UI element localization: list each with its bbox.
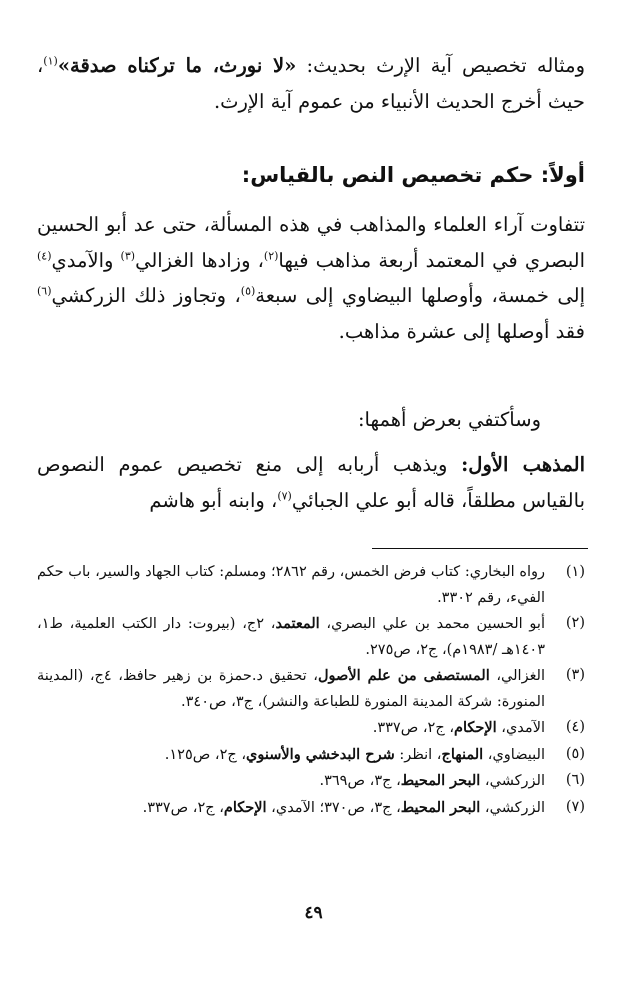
footnote-text: ، ج٣، ص٣٧٠؛ الآمدي، [266, 799, 401, 816]
main-paragraph [37, 207, 585, 349]
footnote-book-title: البحر المحيط [400, 772, 481, 789]
footnote-number: (٤) [565, 719, 585, 735]
footnote-text: الآمدي، [496, 720, 545, 736]
footnotes-list [37, 560, 585, 821]
footnote-item [37, 663, 585, 715]
footnote-text: الغزالي، [489, 668, 546, 684]
footnote-text: ، انظر: [394, 746, 442, 763]
footnote-text: البيضاوي، [483, 746, 545, 763]
footnote-text: أبو الحسين محمد بن علي البصري، [319, 616, 545, 632]
intro-text-end: ، حيث أخرج الحديث الأنبياء من عموم آية الإرث. [37, 54, 585, 113]
footnote-ref-5[interactable]: (٥) [240, 284, 256, 298]
footnote-ref-2[interactable]: (٢) [263, 249, 279, 262]
footnote-number: (٣) [565, 667, 585, 683]
footnote-book-title: المنهاج [441, 745, 484, 763]
footnote-text: رواه البخاري: كتاب فرض الخمس، رقم ٢٨٦٢؛ ومسلم: كتاب الجهاد والسير، باب حكم الفيء، رقم ٣٣٠٢. [37, 564, 545, 606]
footnote-book-title: الإحكام [223, 798, 267, 816]
subheading-line: وسأكتفي بعرض أهمها: [357, 408, 541, 431]
footnote-item [37, 742, 585, 769]
footnote-book-title: المستصفى من علم الأصول [318, 667, 490, 684]
intro-text: ومثاله تخصيص آية الإرث بحديث: [296, 54, 585, 77]
main-text: ، وتجاوز ذلك الزركشي [51, 284, 241, 307]
intro-paragraph [37, 48, 585, 119]
footnote-number: (١) [565, 564, 585, 580]
footnote-item [37, 768, 585, 795]
footnote-text: ، ج٢، ص٣٣٧. [142, 799, 224, 816]
section-heading: أولاً: حكم تخصيص النص بالقياس: [241, 163, 585, 187]
footnote-book-title: الإحكام [454, 719, 497, 736]
footnote-book-title: شرح البدخشي والأسنوي [246, 745, 395, 763]
footnote-text: ، تحقيق د.حمزة بن زهير حافظ، ٤ج، (المدينة المنورة: شركة المدينة المنورة للطباعة والنشر)، ج٣، ص٣٤٠. [37, 668, 545, 710]
footnote-ref-6[interactable]: (٦) [37, 284, 52, 298]
first-school-paragraph [37, 447, 585, 518]
footnote-text: الزركشي، [480, 773, 545, 789]
main-text: إلى خمسة، وأوصلها البيضاوي إلى سبعة [255, 284, 585, 307]
school-text-end: ، وابنه أبو هاشم [149, 488, 278, 512]
school-text: ويذهب أربابه إلى منع تخصيص عموم النصوص بالقياس مطلقاً، قاله أبو علي الجبائي [37, 453, 585, 512]
footnote-book-title: البحر المحيط [400, 798, 481, 816]
footnote-number: (٢) [565, 615, 585, 631]
footnote-ref-1[interactable]: (١) [43, 54, 58, 68]
footnote-item [37, 715, 585, 742]
footnote-divider [372, 548, 588, 549]
footnote-text: ، ٢ج، (بيروت: دار الكتب العلمية، ط١، ١٤٠٣هـ /١٩٨٣م)، ج٢، ص٢٧٥. [37, 616, 545, 658]
footnote-number: (٦) [565, 772, 585, 788]
footnote-text: الزركشي، [480, 799, 545, 816]
footnote-item [37, 560, 585, 611]
first-school-label: المذهب الأول: [461, 453, 585, 476]
footnote-ref-3[interactable]: (٣) [120, 249, 136, 262]
footnote-item [37, 611, 585, 663]
footnote-number: (٧) [565, 798, 585, 815]
footnote-number: (٥) [565, 745, 585, 762]
footnote-text: ، ج٢، ص٣٣٧. [372, 720, 454, 736]
footnote-text: ، ج٢، ص١٢٥. [164, 746, 247, 763]
footnote-text: ، ج٣، ص٣٦٩. [319, 773, 401, 789]
main-text: والآمدي [51, 248, 121, 272]
page-number: ٤٩ [304, 903, 323, 923]
footnote-ref-7[interactable]: (٧) [277, 489, 292, 502]
footnote-item [37, 795, 585, 822]
main-text: تتفاوت آراء العلماء والمذاهب في هذه المسألة، حتى عد أبو الحسين البصري في المعتمد أربعة مذاهب فيها [37, 213, 585, 272]
footnote-book-title: المعتمد [275, 615, 320, 632]
footnote-ref-4[interactable]: (٤) [37, 249, 52, 262]
main-text: ، وزادها الغزالي [135, 248, 264, 272]
main-text: فقد أوصلها إلى عشرة مذاهب. [338, 319, 585, 343]
hadith-quote: «لا نورث، ما تركناه صدقة» [57, 54, 297, 77]
